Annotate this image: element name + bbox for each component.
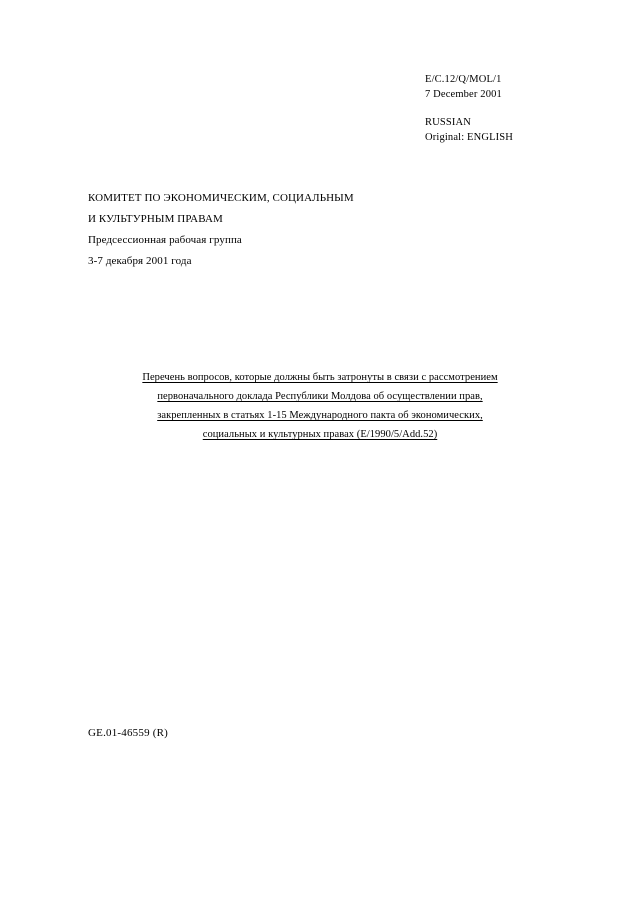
document-title-line-4: социальных и культурных правах (E/1990/5/Add.52) [202, 429, 438, 440]
document-title-line-3: закрепленных в статьях 1-15 Международного пакта об экономических, [157, 410, 483, 421]
document-title-block [88, 368, 552, 444]
document-title-line-2: первоначального доклада Республики Молдова об осуществлении прав, [157, 391, 483, 402]
document-language: RUSSIAN [425, 117, 471, 128]
session-dates-line: 3-7 декабря 2001 года [88, 255, 192, 267]
document-date: 7 December 2001 [425, 89, 502, 100]
document-language-block [425, 115, 513, 145]
committee-name-line-1: КОМИТЕТ ПО ЭКОНОМИЧЕСКИМ, СОЦИАЛЬНЫМ [88, 192, 354, 204]
document-footer-code: GE.01-46559 (R) [88, 727, 168, 739]
document-original-language: Original: ENGLISH [425, 132, 513, 143]
document-symbol-block [425, 72, 502, 102]
committee-name-line-2: И КУЛЬТУРНЫМ ПРАВАМ [88, 213, 223, 225]
document-symbol-number: E/C.12/Q/MOL/1 [425, 74, 502, 85]
working-group-line: Предсессионная рабочая группа [88, 234, 242, 246]
committee-heading-block [88, 188, 354, 272]
document-title-line-1: Перечень вопросов, которые должны быть затронуты в связи с рассмотрением [142, 372, 498, 383]
